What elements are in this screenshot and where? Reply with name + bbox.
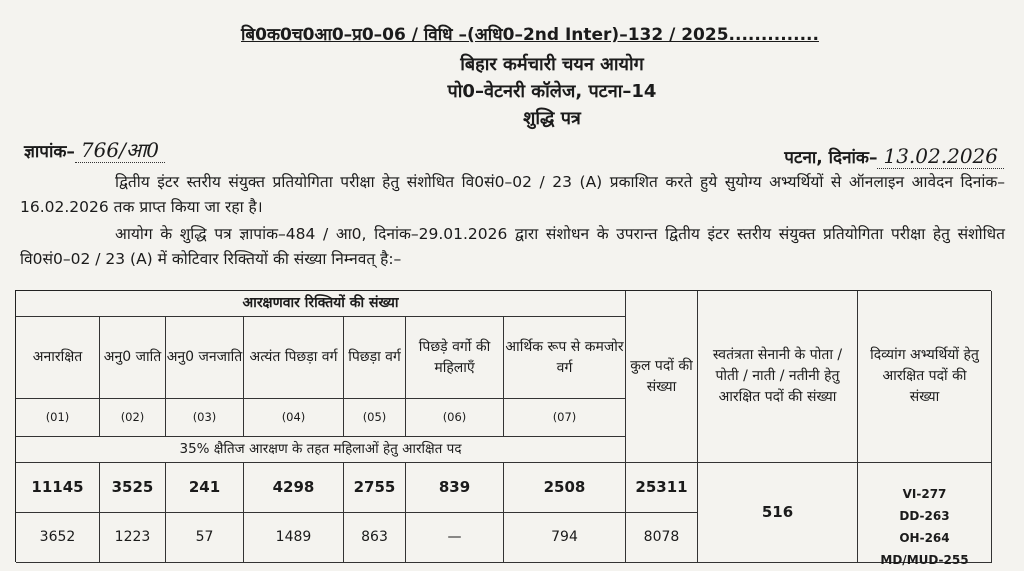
col-header-sc: अनु0 जाति bbox=[100, 317, 166, 399]
row1-col04: 4298 bbox=[244, 463, 344, 513]
divyang-vi: VI-277 bbox=[902, 487, 947, 501]
col-header-st: अनु0 जनजाति bbox=[166, 317, 244, 399]
place-label: पटना, दिनांक– bbox=[784, 148, 878, 168]
row2-col07: 794 bbox=[504, 513, 626, 563]
row2-col03: 57 bbox=[166, 513, 244, 563]
freedom-fighter-value: 516 bbox=[698, 463, 858, 563]
group-header: आरक्षणवार रिक्तियों की संख्या bbox=[16, 291, 626, 317]
col-num-05: (05) bbox=[344, 399, 406, 437]
document-title: शुद्धि पत्र bbox=[523, 108, 581, 129]
reference-line: बि0क0च0आ0–प्र0–06 / विधि –(अधि0–2nd Inter)–132 / 2025.............. bbox=[241, 25, 819, 45]
row2-total: 8078 bbox=[626, 513, 698, 563]
row1-col05: 2755 bbox=[344, 463, 406, 513]
row2-col01: 3652 bbox=[16, 513, 100, 563]
col-num-07: (07) bbox=[504, 399, 626, 437]
col-header-bc: पिछड़ा वर्ग bbox=[344, 317, 406, 399]
paragraph-1: द्वितीय इंटर स्तरीय संयुक्त प्रतियोगिता परीक्षा हेतु संशोधित वि0सं0–02 / 23 (A) प्रकाशित करते हुये सुयोग्य अभ्यर्थियों से ऑनलाइन आवेदन दिनांक–16.02.2026 तक प्राप्त किया जा रहा है। bbox=[20, 173, 1005, 216]
row2-col06: — bbox=[406, 513, 504, 563]
col-header-ebc: अत्यंत पिछड़ा वर्ग bbox=[244, 317, 344, 399]
col-num-02: (02) bbox=[100, 399, 166, 437]
col-header-unreserved: अनारक्षित bbox=[16, 317, 100, 399]
place-date bbox=[784, 144, 1004, 168]
women-reservation-note: 35% क्षैतिज आरक्षण के तहत महिलाओं हेतु आरक्षित पद bbox=[16, 437, 626, 463]
divyang-md: MD/MUD-255 bbox=[880, 553, 969, 567]
row1-col03: 241 bbox=[166, 463, 244, 513]
divyang-values bbox=[858, 463, 992, 567]
col-header-bc-women: पिछड़े वर्गो की महिलाएँ bbox=[406, 317, 504, 399]
freedom-fighter-header: स्वतंत्रता सेनानी के पोता / पोती / नाती / नतीनी हेतु आरक्षित पदों की संख्या bbox=[698, 291, 858, 463]
row2-col05: 863 bbox=[344, 513, 406, 563]
row2-col02: 1223 bbox=[100, 513, 166, 563]
organization-address: पो0–वेटनरी कॉलेज, पटना–14 bbox=[447, 81, 657, 102]
row1-total: 25311 bbox=[626, 463, 698, 513]
organization-name: बिहार कर्मचारी चयन आयोग bbox=[460, 54, 644, 75]
col-num-01: (01) bbox=[16, 399, 100, 437]
col-num-03: (03) bbox=[166, 399, 244, 437]
paragraph-2: आयोग के शुद्धि पत्र ज्ञापांक–484 / आ0, दिनांक–29.01.2026 द्वारा संशोधन के उपरान्त द्वितीय इंटर स्तरीय संयुक्त प्रतियोगिता परीक्षा हेतु संशोधित वि0सं0–02 / 23 (A) में कोटिवार रिक्तियों की संख्या निम्नवत् है:– bbox=[20, 225, 1005, 268]
total-posts-header: कुल पदों की संख्या bbox=[626, 291, 698, 463]
col-num-06: (06) bbox=[406, 399, 504, 437]
row1-col01: 11145 bbox=[16, 463, 100, 513]
row2-col04: 1489 bbox=[244, 513, 344, 563]
vacancy-table bbox=[15, 290, 991, 567]
date-value: 13.02.2026 bbox=[877, 144, 1004, 169]
divyang-oh: OH-264 bbox=[899, 531, 950, 545]
memo-number-value: 766/आ0 bbox=[75, 138, 165, 163]
memo-number bbox=[24, 136, 165, 163]
row1-col02: 3525 bbox=[100, 463, 166, 513]
col-num-04: (04) bbox=[244, 399, 344, 437]
divyang-header: दिव्यांग अभ्यर्थियों हेतु आरक्षित पदों की संख्या bbox=[858, 291, 992, 463]
memo-label: ज्ञापांक– bbox=[24, 142, 75, 162]
divyang-dd: DD-263 bbox=[899, 509, 950, 523]
col-header-ews: आर्थिक रूप से कमजोर वर्ग bbox=[504, 317, 626, 399]
row1-col07: 2508 bbox=[504, 463, 626, 513]
row1-col06: 839 bbox=[406, 463, 504, 513]
